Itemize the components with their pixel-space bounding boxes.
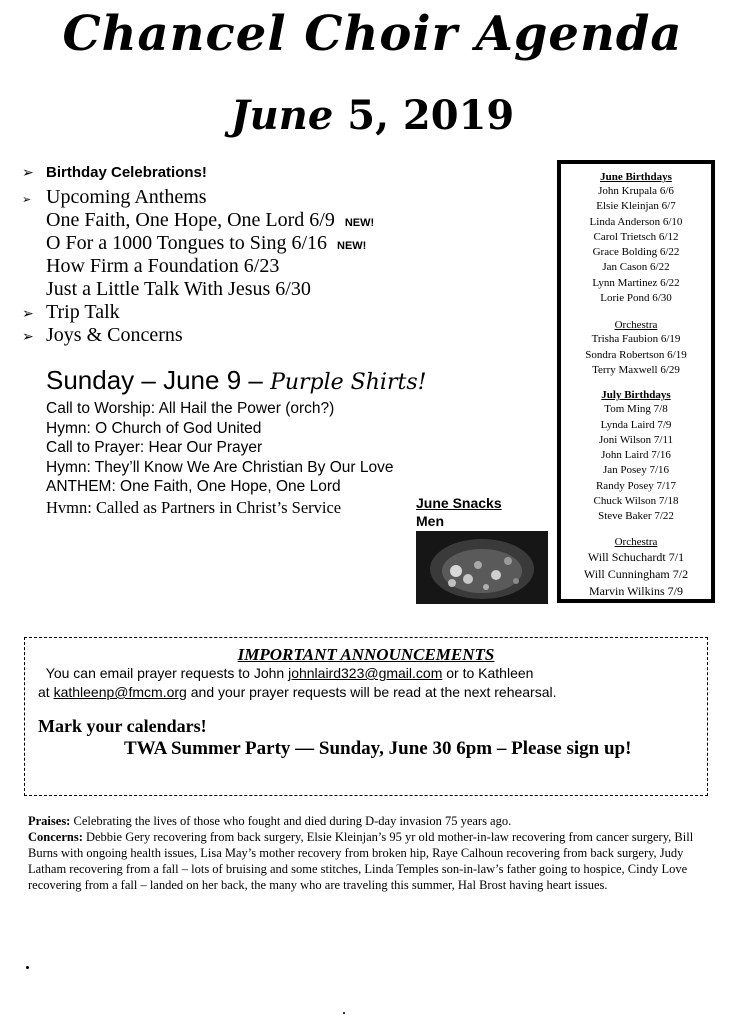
birthday-entry: Sondra Robertson 6/19 <box>585 348 687 361</box>
birthday-entry: Joni Wilson 7/11 <box>598 433 674 446</box>
service-line: Call to Worship: All Hail the Power (orch?) <box>46 400 335 417</box>
date-day-year: 5, 2019 <box>347 92 515 139</box>
announcement-line <box>38 664 698 683</box>
arrow-bullet-icon: ➢ <box>22 165 34 181</box>
date-month: June <box>230 92 334 139</box>
birthday-entry: Chuck Wilson 7/18 <box>593 495 679 508</box>
announcement-text: at <box>38 684 54 700</box>
summer-party: TWA Summer Party — Sunday, June 30 6pm – Please sign up! <box>124 738 632 759</box>
agenda-item-trip <box>22 301 522 324</box>
prayer-section <box>28 813 718 893</box>
birthdays-box <box>557 160 715 603</box>
joys-label: Joys & Concerns <box>46 324 183 346</box>
birthday-entry: John Laird 7/16 <box>601 449 671 462</box>
concerns-text: Debbie Gery recovering from back surgery, Elsie Kleinjan’s 95 yr old mother-in-law recovering from cancer surgery, Bill Burns with ongoing health issues, Lisa May’s mother recovery from broken hip, Raye Calhoun recovering from back surgery, Judy Latham recovering from a fall – lots of bruising and some stitches, Linda Temples son-in-law’s father going to hospice, Cindy Love recovering from a fall – landed on her back, the many who are traveling this summer, Hal Brost having heart issues. <box>28 830 694 892</box>
scan-speck <box>343 1012 345 1014</box>
birthday-entry: Elsie Kleinjan 6/7 <box>596 200 676 213</box>
anthem-item <box>22 255 522 278</box>
birthday-entry: Linda Anderson 6/10 <box>589 215 683 228</box>
birthday-entry: Marvin Wilkins 7/9 <box>589 583 683 598</box>
anthem-item <box>22 209 522 232</box>
birthday-entry: Steve Baker 7/22 <box>598 510 674 523</box>
birthday-entry: John Krupala 6/6 <box>598 185 674 197</box>
new-badge: NEW! <box>344 217 375 229</box>
agenda-date <box>0 92 745 139</box>
announcement-line <box>38 683 698 702</box>
anthem-text: Just a Little Talk With Jesus 6/30 <box>46 278 311 300</box>
agenda-item-joys <box>22 324 522 347</box>
concerns-paragraph <box>28 829 718 893</box>
birthday-entry: Terry Maxwell 6/29 <box>592 363 680 376</box>
july-birthdays <box>561 388 711 524</box>
service-line: Hymn: They’ll Know We Are Christian By Our Love <box>46 458 394 476</box>
announcement-text: and your prayer requests will be read at the next rehearsal. <box>186 684 557 700</box>
scan-speck <box>26 966 29 969</box>
june-birthdays-heading: June Birthdays <box>600 171 672 183</box>
anthem-text: One Faith, One Hope, One Lord 6/9 <box>46 209 335 231</box>
email-link-john[interactable]: johnlaird323@gmail.com <box>288 665 443 681</box>
service-line: Call to Prayer: Hear Our Prayer <box>46 439 263 456</box>
birthday-entry: Grace Bolding 6/22 <box>592 246 680 259</box>
june-orchestra-heading: Orchestra <box>614 319 658 332</box>
anthem-text: How Firm a Foundation 6/23 <box>46 255 280 277</box>
page-title: Chancel Choir Agenda <box>62 6 683 62</box>
new-badge: NEW! <box>337 240 367 252</box>
praises-label: Praises: <box>28 814 71 828</box>
birthday-entry: Carol Trietsch 6/12 <box>593 230 679 243</box>
announcements-heading: IMPORTANT ANNOUNCEMENTS <box>237 645 495 664</box>
birthday-entry: Will Schuchardt 7/1 <box>587 549 685 564</box>
service-line: Hvmn: Called as Partners in Christ’s Service <box>46 497 342 517</box>
july-orchestra <box>561 535 711 600</box>
service-line: ANTHEM: One Faith, One Hope, One Lord <box>46 478 341 495</box>
praises-paragraph <box>28 813 718 829</box>
snacks-photo <box>416 531 548 604</box>
announcements-text <box>38 664 698 702</box>
sunday-heading <box>46 365 426 396</box>
service-line: Hymn: O Church of God United <box>46 419 262 437</box>
sunday-text: Sunday – June 9 – <box>46 365 271 395</box>
birthday-entry: Will Cunningham 7/2 <box>583 566 689 581</box>
announcement-text: or to Kathleen <box>442 665 534 681</box>
june-orchestra <box>561 318 711 378</box>
praises-text: Celebrating the lives of those who fought and died during D-day invasion 75 years ago. <box>70 814 512 828</box>
mark-calendars: Mark your calendars! <box>38 716 207 736</box>
agenda-list <box>22 164 522 347</box>
snacks-block <box>416 494 502 530</box>
birthday-label: Birthday Celebrations! <box>46 164 207 181</box>
snacks-who: Men <box>416 513 444 529</box>
birthday-entry: Trisha Faubion 6/19 <box>591 333 681 346</box>
upcoming-label: Upcoming Anthems <box>46 186 207 208</box>
arrow-bullet-icon: ➢ <box>22 329 34 345</box>
birthday-entry: Randy Posey 7/17 <box>595 479 677 492</box>
arrow-bullet-icon: ➢ <box>22 306 34 322</box>
july-orchestra-heading: Orchestra <box>614 535 658 548</box>
service-order <box>46 400 393 517</box>
birthday-entry: Jan Cason 6/22 <box>602 261 670 274</box>
birthday-entry: Jan Posey 7/16 <box>603 464 669 477</box>
email-link-kathleen[interactable]: kathleenp@fmcm.org <box>53 684 187 700</box>
birthday-entry: Lynn Martinez 6/22 <box>592 276 680 289</box>
concerns-label: Concerns: <box>28 830 83 844</box>
birthday-entry: Tom Ming 7/8 <box>604 403 668 416</box>
birthday-entry: Lorie Pond 6/30 <box>600 292 672 305</box>
anthem-text: O For a 1000 Tongues to Sing 6/16 <box>46 232 328 254</box>
june-birthdays <box>561 170 711 306</box>
announcement-text: You can email prayer requests to John <box>45 665 289 681</box>
arrow-bullet-icon: ➢ <box>22 193 32 206</box>
agenda-item-upcoming <box>22 186 522 209</box>
snacks-heading: June Snacks <box>416 495 502 511</box>
july-birthdays-heading: July Birthdays <box>601 389 671 402</box>
agenda-item-birthday <box>22 164 522 186</box>
purple-shirts-text: Purple Shirts! <box>270 370 427 395</box>
trip-label: Trip Talk <box>46 301 120 323</box>
anthem-item <box>22 232 522 255</box>
anthem-item <box>22 278 522 301</box>
birthday-entry: Lynda Laird 7/9 <box>600 418 672 431</box>
